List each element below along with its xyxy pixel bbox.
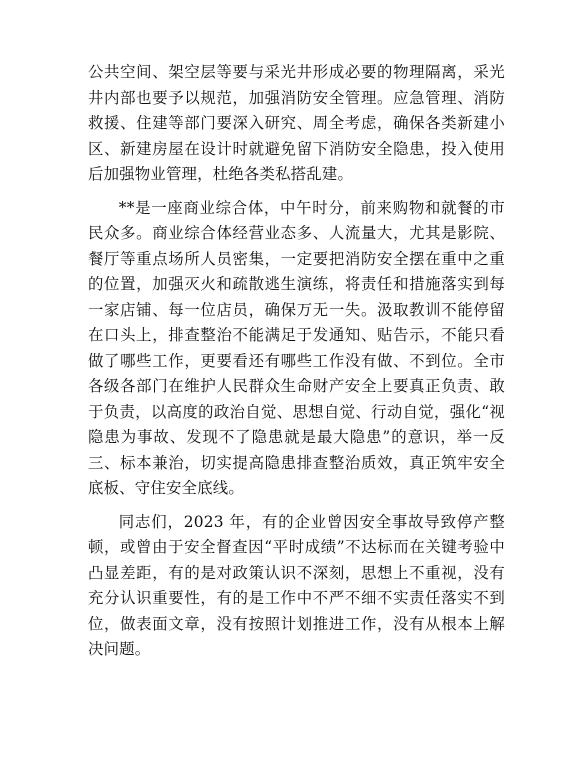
paragraph-1: 公共空间、架空层等要与采光井形成必要的物理隔离，采光井内部也要予以规范，加强消防安全管理。应急管理、消防救援、住建等部门要深入研究、周全考虑，确保各类新建小区、新建房屋在设计时就避免留下消防安全隐患，投入使用后加强物业管理，杜绝各类私搭乱建。	[88, 63, 505, 183]
paragraph-2: **是一座商业综合体，中午时分，前来购物和就餐的市民众多。商业综合体经营业态多、人流量大，尤其是影院、餐厅等重点场所人员密集，一定要把消防安全摆在重中之重的位置，加强灭火和疏散逃生演练，将责任和措施落实到每一家店铺、每一位店员，确保万无一失。汲取教训不能停留在口头上，排查整治不能满足于发通知、贴告示，不能只看做了哪些工作，更要看还有哪些工作没有做、不到位。全市各级各部门在维护人民群众生命财产安全上要真正负责、敢于负责，以高度的政治自觉、思想自觉、行动自觉，强化“视隐患为事故、发现不了隐患就是最大隐患”的意识，举一反三、标本兼治，切实提高隐患排查整治质效，真正筑牢安全底板、守住安全底线。	[88, 198, 505, 497]
paragraph-3: 同志们，2023 年，有的企业曾因安全事故导致停产整顿，或曾由于安全督查因“平时成绩”不达标而在关键考验中凸显差距，有的是对政策认识不深刻，思想上不重视，没有充分认识重要性，有的是工作中不严不细不实责任落实不到位，做表面文章，没有按照计划推进工作，没有从根本上解决问题。	[88, 512, 505, 658]
document-body	[88, 60, 505, 671]
